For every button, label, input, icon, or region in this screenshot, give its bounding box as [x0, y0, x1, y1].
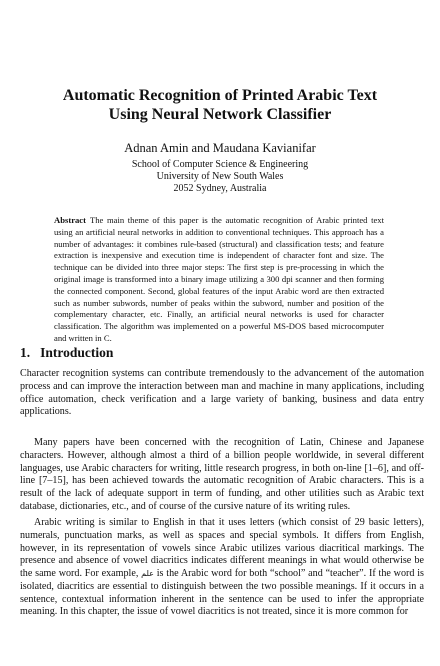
arabic-example-word: علم: [141, 569, 154, 578]
paper-title-line-1: Automatic Recognition of Printed Arabic Text: [62, 87, 378, 104]
section-heading-introduction: [20, 345, 113, 361]
section-number: 1.: [20, 345, 31, 360]
intro-paragraph-3-end: is the Arabic word for both “school” and “teacher”. If the word is isolated, diacritics are essential to distinguish between the two possible meanings. If it occurs in a sentence, contextual information inherent in the sentence can be used to infer the appropriate meaning. In this chapter, the issue of vowel diacritics is not treated, since it is more common for: [20, 568, 424, 618]
abstract-text: The main theme of this paper is the automatic recognition of Arabic printed text using an artificial neural networks in addition to conventional techniques. This approach has a number of advantages: it combines rule-based (structural) and classification tests; and feature extraction is inexpensive and execution time is independent of character font and size. The technique can be divided into three major steps: The first step is pre-processing in which the original image is transformed into a binary image utilizing a 300 dpi scanner and then forming the connected component. Second, global features of the input Arabic word are then extracted such as number subwords, number of peaks within the subword, number and position of the complementary character, etc. Finally, an artificial neural networks is used for character classification. The algorithm was implemented on a powerful MS-DOS based microcomputer and written in C.: [54, 215, 384, 343]
affiliation-school: School of Computer Science & Engineering: [131, 159, 309, 170]
intro-paragraph-3-start: Arabic writing is similar to English in that it uses letters (which consist of 29 basic letters), numerals, punctuation marks, as well as spaces and special symbols. It differs from English, however, in its representation of vowels since Arabic utilizes various diacritical markings. The presence and absence of vowel diacritics indicates different meanings in what would otherwise be the same word. For example,: [20, 517, 424, 579]
section-title: Introduction: [40, 345, 114, 360]
authors: Adnan Amin and Maudana Kavianifar: [124, 141, 316, 155]
abstract: [54, 215, 384, 345]
intro-paragraph-3: [20, 517, 424, 619]
affiliation-university: University of New South Wales: [156, 171, 284, 182]
intro-paragraph-1: Character recognition systems can contribute tremendously to the advancement of the automation process and can improve the interaction between man and machine in many applications, including office automation, check verification and a large variety of banking, business and data entry applications.: [20, 368, 424, 418]
paper-title-line-2: Using Neural Network Classifier: [108, 106, 332, 123]
intro-paragraph-2: Many papers have been concerned with the recognition of Latin, Chinese and Japanese characters. However, although almost a third of a billion people worldwide, in several different languages, use Arabic characters for writing, little research progress, in both on-line [1–6], and off-line [7–15], has been achieved towards the automatic recognition of Arabic characters. This is a result of the lack of adequate support in term of funding, and other utilities such as Arabic text database, dictionaries, etc., and of course of the cursive nature of its writing rules.: [20, 437, 424, 512]
abstract-label: Abstract: [54, 215, 86, 225]
affiliation-location: 2052 Sydney, Australia: [173, 183, 267, 194]
